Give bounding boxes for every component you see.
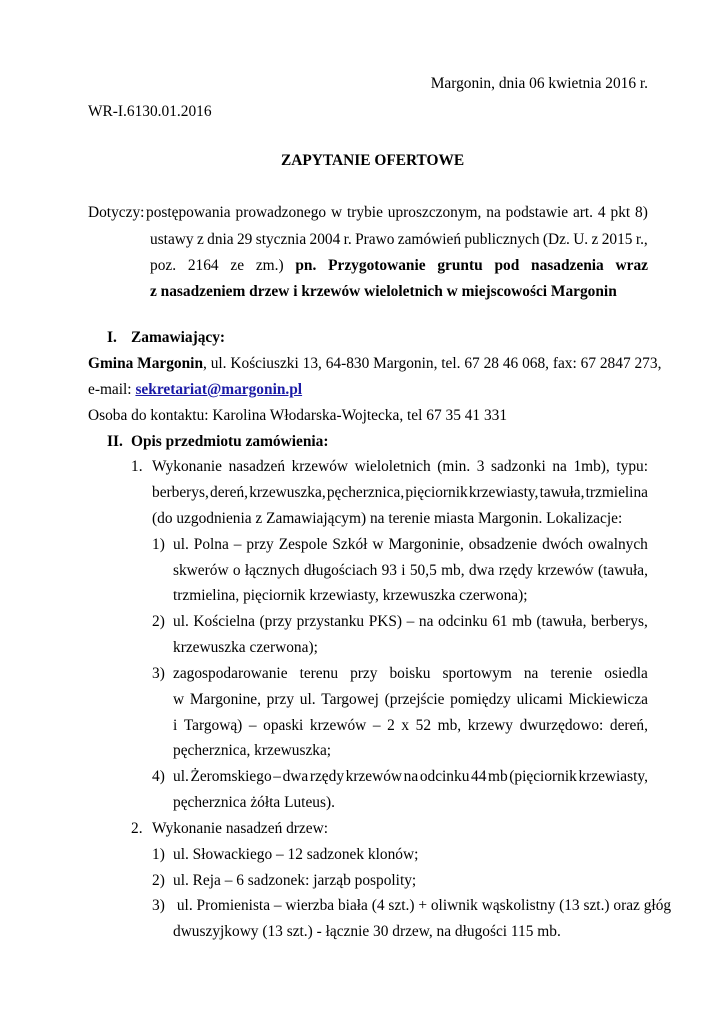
word: x: [401, 717, 410, 734]
email-line: [88, 380, 302, 400]
word: prowadzonego: [235, 204, 327, 221]
word: (pięciornik: [509, 768, 577, 785]
word: Prawo: [355, 231, 395, 248]
tree-location-1-number: 1): [152, 846, 165, 863]
word: dwóch: [542, 536, 584, 553]
word: trzmielina: [585, 484, 648, 501]
location-1-number: 1): [152, 536, 165, 553]
word: z: [591, 231, 599, 248]
subject-line-1: [146, 203, 648, 223]
orderer-address: [88, 354, 661, 374]
word: 4: [597, 204, 606, 221]
word: boisku: [389, 665, 431, 682]
word: skwerów: [173, 562, 229, 579]
word: pomiędzy: [450, 691, 511, 708]
tree-location-3-line-2: dwuszyjkowy (13 szt.) - łącznie 30 drzew, na długości 115 mb.: [173, 923, 561, 940]
word-bold: pod: [494, 257, 520, 274]
orderer-details: , ul. Kościuszki 13, 64-830 Margonin, tel. 67 28 46 068, fax: 67 2847 273,: [203, 355, 662, 372]
word: przy: [266, 691, 295, 708]
location-2-number: 2): [152, 613, 165, 630]
word: krzewy: [467, 717, 513, 734]
word: na: [403, 768, 419, 785]
word: Szkół: [332, 536, 368, 553]
location-3-line-2: [173, 690, 648, 710]
subject-label: Dotyczy:: [88, 204, 145, 221]
word: pkt: [610, 204, 631, 221]
item-1-line-2: [152, 483, 648, 503]
word: typu:: [616, 458, 648, 475]
word: na: [552, 458, 567, 475]
word: 2004: [309, 231, 341, 248]
word: 29: [236, 231, 253, 248]
word: U.: [573, 231, 589, 248]
word: mb,: [437, 717, 462, 734]
word: krzewów: [309, 717, 367, 734]
location-4-number: 4): [152, 768, 165, 785]
section-2-heading: Opis przedmiotu zamówienia:: [131, 433, 329, 450]
location-3-line-4: pęcherznica, krzewuszka;: [173, 742, 332, 759]
word: (przejście: [384, 691, 445, 708]
location-2-line-2: krzewuszka czerwona);: [173, 639, 318, 656]
section-1-heading: Zamawiający:: [131, 329, 226, 346]
word: Zespole: [278, 536, 328, 553]
word: z: [196, 231, 204, 248]
word: terenie: [550, 665, 593, 682]
word-bold: nasadzenia: [531, 257, 604, 274]
word: w: [372, 536, 384, 553]
word: na: [486, 204, 501, 221]
word: zm.): [255, 257, 284, 274]
word: –: [248, 717, 257, 734]
item-1-number: 1.: [131, 458, 143, 475]
word: PKS): [368, 613, 403, 630]
word: obsadzenie: [468, 536, 538, 553]
word: krzewuszka,: [249, 484, 326, 501]
location-4-line-2: pęcherznica żółta Luteus).: [173, 794, 335, 811]
word: sportowym: [442, 665, 512, 682]
word: Targowej: [321, 691, 379, 708]
word-bold: pn.: [295, 257, 317, 274]
word: –: [273, 768, 281, 785]
word: pęcherznica,: [326, 484, 405, 501]
word: Kościelna: [193, 613, 255, 630]
word: Margoninie,: [388, 536, 464, 553]
document-title: ZAPYTANIE OFERTOWE: [281, 152, 465, 169]
word: (przy: [259, 613, 293, 630]
word: o: [232, 562, 241, 579]
word: (min.: [437, 458, 471, 475]
word: dereń,: [609, 717, 648, 734]
word-bold: Przygotowanie: [328, 257, 426, 274]
item-2-number: 2.: [131, 820, 143, 837]
word: ul.: [173, 768, 189, 785]
email-label: e-mail:: [88, 381, 136, 398]
word: (tawuła,: [536, 613, 587, 630]
tree-location-3-number: 3): [152, 897, 165, 914]
word: ulicami: [516, 691, 563, 708]
tree-location-1: ul. Słowackiego – 12 sadzonek klonów;: [173, 846, 419, 863]
word: tawuła,: [539, 484, 585, 501]
word: krzewiasty,: [468, 484, 539, 501]
word: owalnych: [588, 536, 648, 553]
word: berberys,: [152, 484, 209, 501]
place-date: Margonin, dnia 06 kwietnia 2016 r.: [430, 75, 648, 92]
word: opaski: [263, 717, 304, 734]
word: łącznych: [244, 562, 300, 579]
word: Margonine,: [189, 691, 261, 708]
word: 2: [387, 717, 395, 734]
tree-location-2: ul. Reja – 6 sadzonek: jarząb pospolity;: [173, 872, 417, 889]
word: ustawy: [150, 231, 194, 248]
word: dwa: [282, 768, 309, 785]
subject-line-3: [150, 256, 648, 276]
word: w: [331, 204, 343, 221]
word-bold: gruntu: [437, 257, 483, 274]
word: sadzonki: [491, 458, 546, 475]
word: ul.: [173, 613, 189, 630]
word: 44: [471, 768, 487, 785]
location-1-line-2: [173, 561, 648, 581]
word: na: [523, 665, 539, 682]
orderer-name: Gmina Margonin: [88, 355, 204, 372]
word: rzędy: [309, 768, 345, 785]
word: mb,: [441, 562, 465, 579]
word: Targową): [183, 717, 243, 734]
word: osiedla: [604, 665, 648, 682]
tree-location-3-line-1: ul. Promienista – wierzba biała (4 szt.) + oliwnik wąskolistny (13 szt.) oraz głóg: [173, 897, 672, 914]
word: przy: [246, 536, 274, 553]
word: postępowania: [146, 204, 231, 221]
word: na: [418, 613, 434, 630]
word: 2015: [601, 231, 633, 248]
word: 52: [415, 717, 432, 734]
word: (tawuła,: [597, 562, 648, 579]
location-2-line-1: [173, 612, 648, 632]
word: poz.: [150, 257, 177, 274]
word: art.: [572, 204, 594, 221]
reference-number: WR-I.6130.01.2016: [88, 103, 212, 120]
word: odcinku: [438, 613, 488, 630]
word: r.: [343, 231, 352, 248]
word: ze: [230, 257, 245, 274]
word: rzędy: [498, 562, 533, 579]
word: podstawie: [505, 204, 569, 221]
word: berberys,: [591, 613, 648, 630]
word: przy: [350, 665, 378, 682]
word: mb: [488, 768, 508, 785]
word: wieloletnich: [354, 458, 431, 475]
word: publicznych: [464, 231, 540, 248]
word: dnia: [207, 231, 234, 248]
word: Żeromskiego: [190, 768, 272, 785]
word: dereń,: [210, 484, 249, 501]
word: nasadzeń: [228, 458, 286, 475]
word: zagospodarowanie: [173, 665, 288, 682]
word: dwurzędowo:: [519, 717, 604, 734]
tree-location-2-number: 2): [152, 872, 165, 889]
section-2-number: II.: [107, 433, 123, 450]
word: 3: [476, 458, 485, 475]
contact-person: Osoba do kontaktu: Karolina Włodarska-Wojtecka, tel 67 35 41 331: [88, 407, 508, 424]
word: 1mb),: [573, 458, 610, 475]
word: 2164: [187, 257, 219, 274]
item-2-title: Wykonanie nasadzeń drzew:: [152, 820, 328, 837]
word: 50,5: [409, 562, 437, 579]
word: krzewiasty,: [578, 768, 648, 785]
word: Wykonanie: [152, 458, 223, 475]
word: zamówień: [397, 231, 462, 248]
word: w: [173, 691, 185, 708]
word: pięciornik: [405, 484, 468, 501]
word: –: [233, 536, 242, 553]
word: krzewów: [345, 768, 403, 785]
word: długościach: [303, 562, 378, 579]
word: krzewów: [291, 458, 349, 475]
word: 61: [492, 613, 508, 630]
location-1-line-1: [173, 535, 648, 555]
word: krzewów: [537, 562, 594, 579]
word: i: [401, 562, 406, 579]
word: –: [406, 613, 415, 630]
word: odcinku: [419, 768, 470, 785]
word: Mickiewicza: [568, 691, 648, 708]
section-1-number: I.: [107, 329, 117, 346]
item-1-line-3: (do uzgodnienia z Zamawiającym) na terenie miasta Margonin. Lokalizacje:: [152, 510, 623, 527]
word: mb: [512, 613, 532, 630]
word: 93: [381, 562, 397, 579]
word: (Dz.: [542, 231, 570, 248]
item-1-line-1: [152, 457, 648, 477]
email-link[interactable]: sekretariat@margonin.pl: [135, 381, 303, 398]
word: trybie: [347, 204, 383, 221]
word: ul.: [173, 536, 189, 553]
location-1-line-3: trzmielina, pięciornik krzewiasty, krzewuszka czerwona);: [173, 587, 528, 604]
word: i: [173, 717, 178, 734]
word: stycznia: [255, 231, 307, 248]
word: terenu: [299, 665, 339, 682]
word-bold: wraz: [615, 257, 648, 274]
word: dwa: [468, 562, 495, 579]
word: przystanku: [296, 613, 365, 630]
location-3-line-1: [173, 664, 648, 684]
subject-line-2: [150, 230, 648, 250]
word: 8): [635, 204, 648, 221]
location-3-line-3: [173, 716, 648, 736]
word: Polna: [193, 536, 229, 553]
word: ul.: [299, 691, 316, 708]
word: r.,: [635, 231, 648, 248]
location-3-number: 3): [152, 665, 165, 682]
word: –: [372, 717, 381, 734]
word: uproszczonym,: [387, 204, 482, 221]
location-4-line-1: [173, 767, 648, 787]
subject-line-4: z nasadzeniem drzew i krzewów wieloletnich w miejscowości Margonin: [150, 283, 617, 300]
